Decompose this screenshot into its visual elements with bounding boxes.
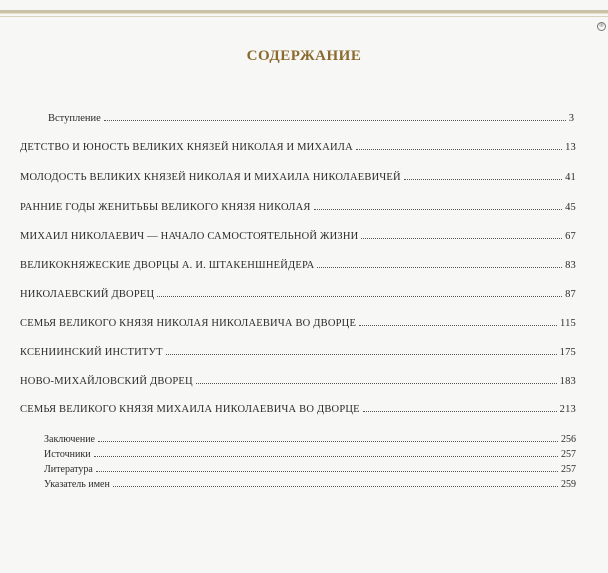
toc-entry-page: 213: [559, 404, 576, 415]
dot-leader: [196, 383, 557, 384]
toc-entry-label: СЕМЬЯ ВЕЛИКОГО КНЯЗЯ МИХАИЛА НИКОЛАЕВИЧА ВО ДВОРЦЕ: [20, 404, 360, 415]
dot-leader: [96, 471, 558, 472]
toc-entry-label: КСЕНИИНСКИЙ ИНСТИТУТ: [20, 347, 163, 358]
toc-entry-label: НОВО-МИХАЙЛОВСКИЙ ДВОРЕЦ: [20, 376, 193, 387]
toc-entry-page: 257: [561, 464, 576, 475]
toc-entry-chapter[interactable]: [20, 142, 576, 153]
toc-entry-page: 259: [561, 479, 576, 490]
toc-entry-label: НИКОЛАЕВСКИЙ ДВОРЕЦ: [20, 289, 155, 300]
dot-leader: [157, 296, 562, 297]
toc-entry-label: Вступление: [48, 113, 101, 124]
toc-entry-chapter[interactable]: [20, 231, 576, 242]
toc-entry-chapter[interactable]: [20, 172, 576, 183]
toc-entry-page: 3: [568, 113, 574, 124]
dot-leader: [356, 149, 562, 150]
toc-entry-label: Заключение: [44, 434, 95, 445]
dot-leader: [166, 354, 557, 355]
dot-leader: [113, 486, 558, 487]
toc-entry-chapter[interactable]: [20, 260, 576, 271]
toc-entry-chapter[interactable]: [20, 347, 576, 358]
toc-entry-chapter[interactable]: [20, 289, 576, 300]
top-decorative-rule: [0, 10, 608, 14]
toc-entry-chapter[interactable]: [20, 318, 576, 329]
toc-entry-back-matter[interactable]: [44, 464, 576, 475]
toc-entry-page: 13: [565, 142, 576, 153]
toc-entry-page: 41: [565, 172, 576, 183]
toc-entry-label: МОЛОДОСТЬ ВЕЛИКИХ КНЯЗЕЙ НИКОЛАЯ И МИХАИЛА НИКОЛАЕВИЧЕЙ: [20, 172, 401, 183]
toc-entry-label: ДЕТСТВО И ЮНОСТЬ ВЕЛИКИХ КНЯЗЕЙ НИКОЛАЯ И МИХАИЛА: [20, 142, 353, 153]
dot-leader: [363, 411, 557, 412]
toc-entry-intro[interactable]: [48, 113, 574, 124]
toc-entry-page: 45: [565, 202, 576, 213]
toc-entry-label: Литература: [44, 464, 93, 475]
toc-entry-back-matter[interactable]: [44, 479, 576, 490]
dot-leader: [404, 179, 562, 180]
toc-entry-chapter[interactable]: [20, 376, 576, 387]
dot-leader: [98, 441, 558, 442]
toc-entry-label: Указатель имен: [44, 479, 110, 490]
toc-entry-label: ВЕЛИКОКНЯЖЕСКИЕ ДВОРЦЫ А. И. ШТАКЕНШНЕЙДЕРА: [20, 260, 315, 271]
registered-mark-icon: ®: [597, 22, 606, 31]
toc-entry-page: 67: [565, 231, 576, 242]
toc-entry-back-matter[interactable]: [44, 434, 576, 445]
toc-entry-chapter[interactable]: [20, 404, 576, 415]
toc-entry-label: МИХАИЛ НИКОЛАЕВИЧ — НАЧАЛО САМОСТОЯТЕЛЬНОЙ ЖИЗНИ: [20, 231, 359, 242]
dot-leader: [104, 120, 566, 121]
dot-leader: [314, 209, 562, 210]
toc-entry-label: РАННИЕ ГОДЫ ЖЕНИТЬБЫ ВЕЛИКОГО КНЯЗЯ НИКОЛАЯ: [20, 202, 311, 213]
toc-entry-chapter[interactable]: [20, 202, 576, 213]
toc-entry-page: 183: [559, 376, 576, 387]
top-thin-rule: [0, 16, 608, 17]
toc-entry-page: 87: [565, 289, 576, 300]
dot-leader: [361, 238, 562, 239]
toc-entry-back-matter[interactable]: [44, 449, 576, 460]
dot-leader: [359, 325, 557, 326]
toc-entry-page: 257: [561, 449, 576, 460]
dot-leader: [94, 456, 558, 457]
toc-entry-label: Источники: [44, 449, 91, 460]
toc-entry-page: 115: [560, 318, 576, 329]
toc-entry-page: 175: [559, 347, 576, 358]
page-title: СОДЕРЖАНИЕ: [246, 48, 362, 64]
dot-leader: [317, 267, 562, 268]
toc-entry-page: 256: [561, 434, 576, 445]
toc-entry-label: СЕМЬЯ ВЕЛИКОГО КНЯЗЯ НИКОЛАЯ НИКОЛАЕВИЧА ВО ДВОРЦЕ: [20, 318, 357, 329]
toc-entry-page: 83: [565, 260, 576, 271]
